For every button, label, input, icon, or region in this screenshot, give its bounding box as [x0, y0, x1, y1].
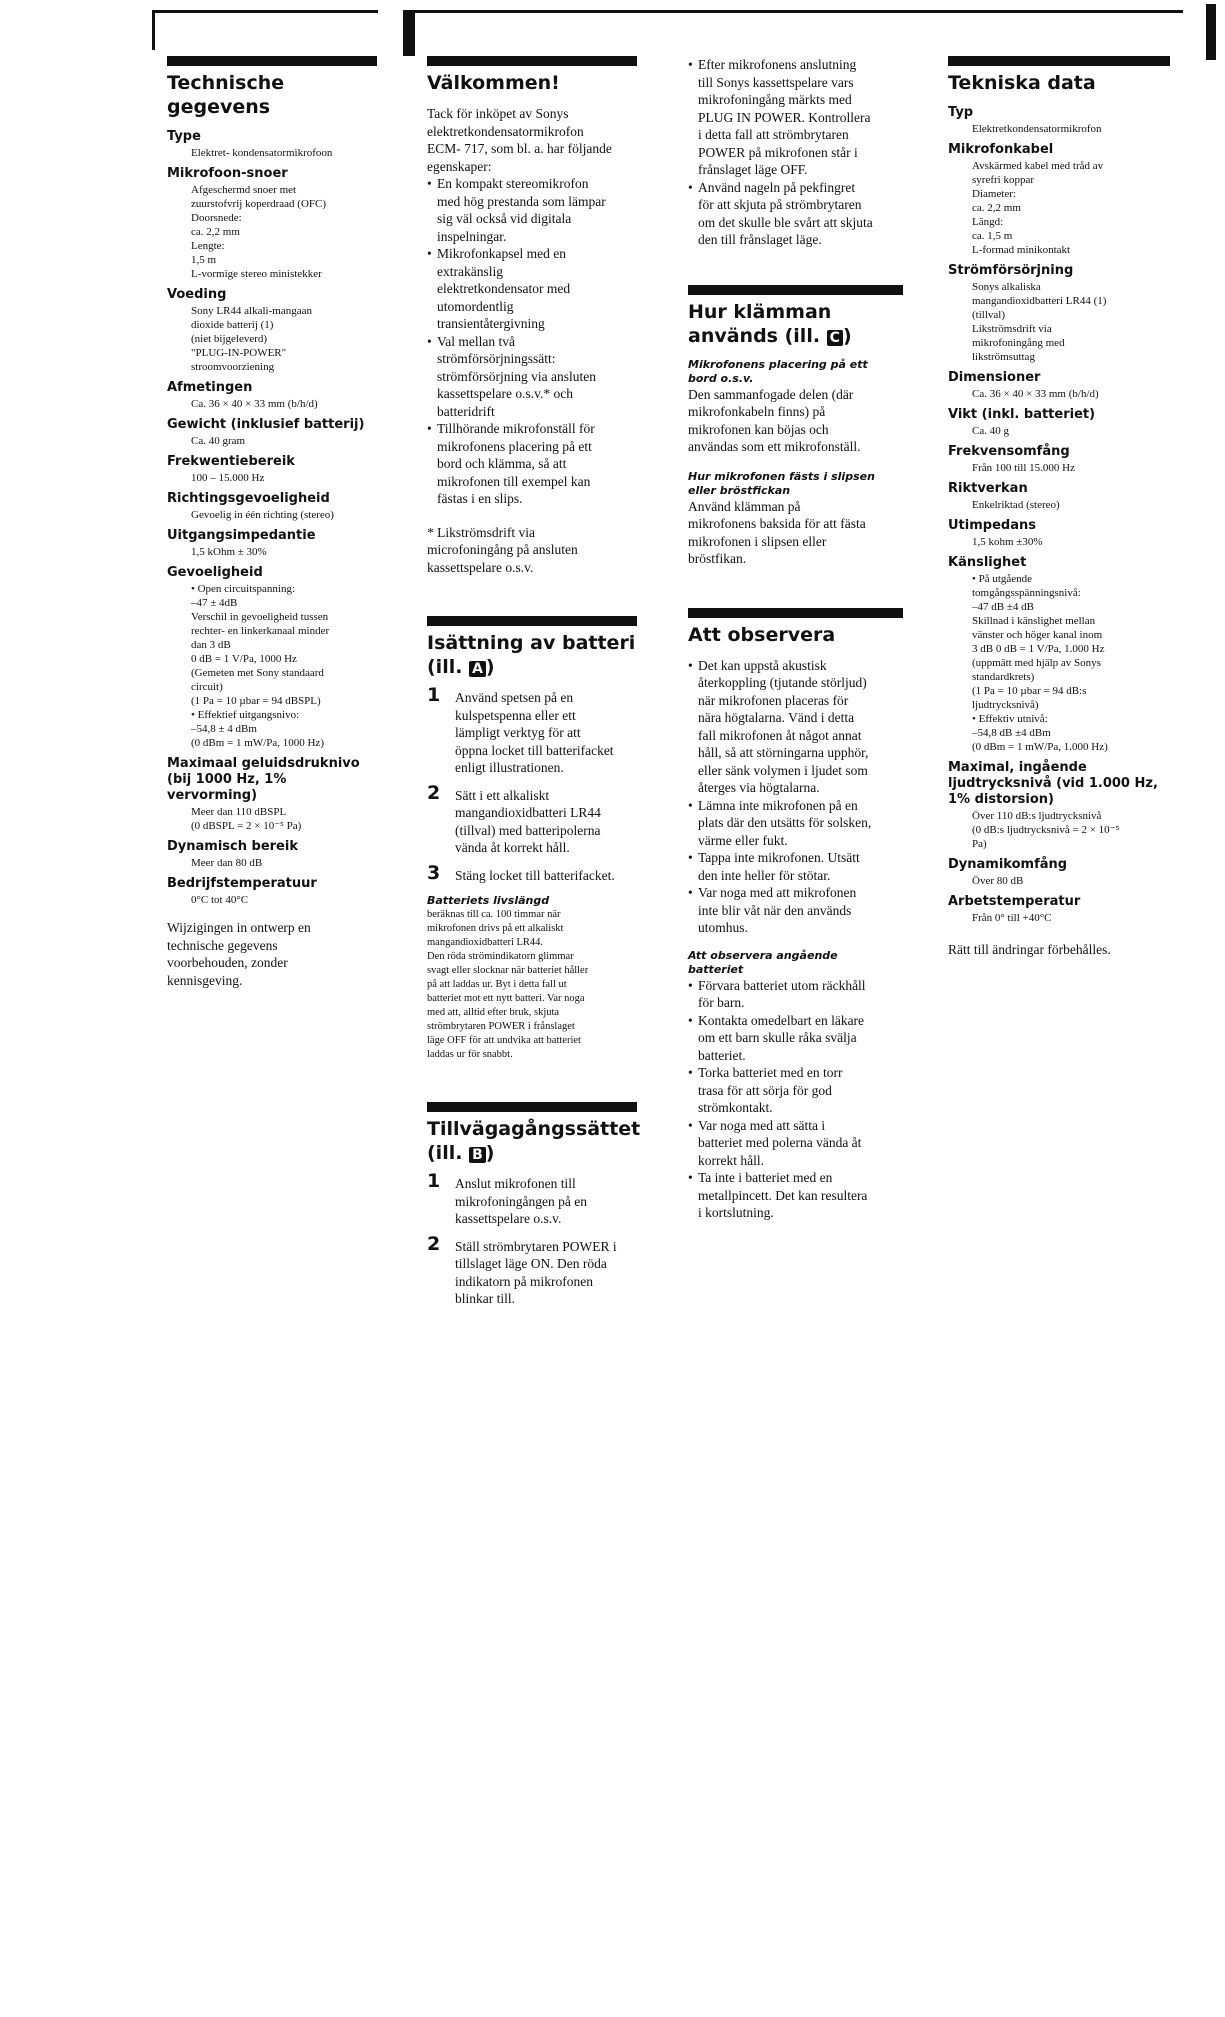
feature-list — [427, 175, 637, 508]
top-rule-right — [403, 10, 1183, 13]
spec-value: Över 80 dB — [972, 875, 1024, 887]
battery-life-text: beräknas till ca. 100 timmar när mikrofonen drivs på ett alkaliskt mangandioxidbatteri LR44. Den röda strömindikatorn glimmar svagt eller slocknar när batteriet håller på att laddas ur. Byt i detta fall ut batteriet mot ett nytt batteri. Var noga med att, alltid efter bruk, skjuta strömbrytaren POWER i frånslaget läge OFF för att undvika att batteriet laddas ur för snabbt. — [427, 909, 589, 1060]
subheading: Hur mikrofonen fästs i slipsen eller bröstfickan — [688, 469, 875, 497]
section-title: Att observera — [688, 623, 836, 646]
bullet-item: • Förvara batteriet utom räckhåll för barn. — [688, 977, 903, 1012]
step-number: 1 — [427, 1170, 441, 1192]
spec-value: Ca. 36 × 40 × 33 mm (b/h/d) — [972, 388, 1099, 400]
top-rule-left — [152, 10, 378, 13]
spec-value: • På utgående tomgångsspänningsnivå: –47 dB ±4 dB Skillnad i känslighet mellan vänster och höger kanal inom 3 dB 0 dB = 1 V/Pa, 1.000 Hz (uppmätt med hjälp av Sonys standardkrets) (1 Pa = 10 µbar = 94 dB:s ljudtrycksnivå) • Effektiv utnivå: –54,8 dB ±4 dBm (0 dBm = 1 mW/Pa, 1.000 Hz) — [972, 573, 1108, 753]
left-corner-mark — [152, 10, 155, 50]
section-bar — [688, 285, 903, 295]
paragraph: Den sammanfogade delen (där mikrofonkabeln finns) på mikrofonen kan böjas och användas som ett mikrofonställ. — [688, 386, 861, 454]
spec-heading: Arbetstemperatur — [948, 894, 1081, 909]
spec-value: Afgeschermd snoer met zuurstofvrij koperdraad (OFC) Doorsnede: ca. 2,2 mm Lengte: 1,5 m L-vormige stereo ministekker — [191, 184, 327, 280]
bullet-item: • Ta inte i batteriet med en metallpincett. Det kan resultera i kortslutning. — [688, 1169, 903, 1222]
spec-value: Över 110 dB:s ljudtrycksnivå (0 dB:s ljudtrycksnivå = 2 × 10⁻⁵ Pa) — [972, 810, 1120, 850]
bullet-item: • Det kan uppstå akustisk återkoppling (tjutande störljud) när mikrofonen placeras för nära högtalarna. Vänd i detta fall mikrofonen åt något annat håll, så att störningarna upphör, eller sänk volymen i ljudet som återges via högtalarna. — [688, 657, 903, 797]
spec-heading: Frekwentiebereik — [167, 454, 295, 469]
bullet-item: • Efter mikrofonens anslutning till Sonys kassettspelare vars mikrofoningång märkts med PLUG IN POWER. Kontrollera i detta fall att strömbrytaren POWER på mikrofonen står i frånslaget läge OFF. — [688, 56, 903, 179]
bullet-item: • Var noga med att sätta i batteriet med polerna vända åt korrekt håll. — [688, 1117, 903, 1170]
column-usage — [688, 56, 903, 1222]
spec-value: • Open circuitspanning: –47 ± 4dB Verschil in gevoeligheid tussen rechter- en linkerkanaal minder dan 3 dB 0 dB = 1 V/Pa, 1000 Hz (Gemeten met Sony standaard circuit) (1 Pa = 10 µbar = 94 dBSPL) • Effektief uitgangsnivo: –54,8 ± 4 dBm (0 dBm = 1 mW/Pa, 1000 Hz) — [191, 583, 330, 749]
bullet-item: • Lämna inte mikrofonen på en plats där den utsätts för solsken, värme eller fukt. — [688, 797, 903, 850]
spec-value: Elektret- kondensatormikrofoon — [191, 147, 333, 159]
spec-list — [948, 105, 1170, 925]
spec-heading: Vikt (inkl. batteriet) — [948, 407, 1096, 422]
spec-value: Ca. 36 × 40 × 33 mm (b/h/d) — [191, 398, 318, 410]
bullet-item: • Tappa inte mikrofonen. Utsätt den inte heller för stötar. — [688, 849, 903, 884]
section-bar — [948, 56, 1170, 66]
paragraph: Använd klämman på mikrofonens baksida för att fästa mikrofonen i slipsen eller bröstfikan. — [688, 498, 866, 566]
step-number: 2 — [427, 1232, 441, 1255]
step-text: Stäng locket till batterifacket. — [455, 867, 615, 883]
illustration-label: C — [827, 330, 843, 346]
spec-heading: Uitgangsimpedantie — [167, 528, 316, 543]
spec-heading: Känslighet — [948, 555, 1027, 570]
bullet-item: • Kontakta omedelbart en läkare om ett barn skulle råka svälja batteriet. — [688, 1012, 903, 1065]
spec-value: Enkelriktad (stereo) — [972, 499, 1060, 511]
step-number: 1 — [427, 684, 441, 706]
section-title: Technische gegevens — [167, 72, 285, 118]
section-bar — [427, 616, 637, 626]
spec-value: Ca. 40 gram — [191, 435, 246, 447]
battery-caution-list — [688, 977, 903, 1222]
section-bar — [688, 608, 903, 618]
illustration-label: B — [469, 1147, 486, 1163]
section-title: Isättning av batteri (ill. A ) — [427, 632, 636, 678]
section-bar — [167, 56, 377, 66]
subheading: Mikrofonens placering på ett bord o.s.v. — [688, 357, 868, 385]
spec-heading: Typ — [948, 105, 974, 120]
spec-heading: Mikrofonkabel — [948, 142, 1054, 157]
center-block-mark — [403, 10, 415, 56]
spec-value: 1,5 kOhm ± 30% — [191, 546, 267, 558]
section-bar — [427, 1102, 637, 1112]
step-item — [427, 1170, 637, 1228]
spec-value: Elektretkondensatormikrofon — [972, 123, 1102, 135]
bullet-item: • Var noga med att mikrofonen inte blir våt när den används utomhus. — [688, 884, 903, 937]
bullet-item: • Torka batteriet med en torr trasa för att sörja för god strömkontakt. — [688, 1064, 903, 1117]
spec-value: Meer dan 110 dBSPL (0 dBSPL = 2 × 10⁻⁵ Pa) — [191, 806, 302, 832]
bullet-item: • En kompakt stereomikrofon med hög prestanda som lämpar sig väl också vid digitala inspelningar. — [427, 175, 637, 245]
section-bar — [427, 56, 637, 66]
spec-value: Avskärmed kabel med tråd av syrefri koppar Diameter: ca. 2,2 mm Längd: ca. 1,5 m L-formad minikontakt — [972, 160, 1104, 256]
spec-value: Från 100 till 15.000 Hz — [972, 462, 1075, 474]
connection-notes — [688, 56, 903, 249]
bullet-item: • Val mellan två strömförsörjningssätt: strömförsörjning via ansluten kassettspelare o.s.v.* och batteridrift — [427, 333, 637, 421]
step-number: 3 — [427, 861, 441, 884]
section-title: Tekniska data — [948, 72, 1096, 94]
step-text: Ställ strömbrytaren POWER i tillslaget läge ON. Den röda indikatorn på mikrofonen blinkar till. — [455, 1238, 617, 1306]
section-title: Välkommen! — [427, 72, 560, 94]
section-title: Tillvägagångssättet (ill. B ) — [427, 1118, 641, 1164]
spec-value: Sony LR44 alkali-mangaan dioxide batterij (1) (niet bijgeleverd) "PLUG-IN-POWER" stroomvoorziening — [191, 305, 312, 373]
spec-heading: Bedrijfstemperatuur — [167, 876, 317, 891]
spec-value: Gevoelig in één richting (stereo) — [191, 509, 334, 521]
column-dutch-specs — [167, 56, 377, 989]
caution-list — [688, 657, 903, 937]
spec-heading: Dynamikomfång — [948, 857, 1068, 872]
spec-value: 1,5 kohm ±30% — [972, 536, 1043, 548]
step-list — [427, 684, 637, 884]
footer-note: Rätt till ändringar förbehålles. — [948, 942, 1111, 957]
spec-heading: Dimensioner — [948, 370, 1041, 385]
step-text: Använd spetsen på en kulspetspenna eller ett lämpligt verktyg för att öppna locket till batterifacket enligt illustrationen. — [455, 690, 614, 775]
illustration-label: A — [469, 661, 486, 677]
spec-heading: Frekvensomfång — [948, 444, 1070, 459]
bullet-item: • Mikrofonkapsel med en extrakänslig elektretkondensator med utomordentlig transientåtergivning — [427, 245, 637, 333]
step-item — [427, 781, 637, 857]
step-item — [427, 861, 637, 885]
footnote: * Likströmsdrift via microfoningång på ansluten kassettspelare o.s.v. — [427, 524, 578, 575]
spec-heading: Voeding — [167, 287, 227, 302]
step-list — [427, 1170, 637, 1308]
spec-value: Från 0° till +40°C — [972, 912, 1052, 924]
spec-heading: Strömförsörjning — [948, 263, 1074, 278]
bullet-item: • Använd nageln på pekfingret för att skjuta på strömbrytaren om det skulle ble svårt att skjuta den till frånslaget läge. — [688, 179, 903, 249]
spec-heading: Maximal, ingående ljudtrycksnivå (vid 1.000 Hz, 1% distorsion) — [948, 760, 1158, 807]
right-edge-mark — [1206, 4, 1216, 60]
section-title: Hur klämman används (ill. C ) — [688, 300, 852, 347]
spec-heading: Afmetingen — [167, 380, 253, 395]
spec-heading: Type — [167, 129, 201, 144]
step-number: 2 — [427, 781, 441, 804]
spec-heading: Maximaal geluidsdruknivo (bij 1000 Hz, 1% vervorming) — [167, 756, 360, 803]
spec-heading: Gewicht (inklusief batterij) — [167, 417, 365, 432]
step-item — [427, 684, 637, 777]
spec-value: Sonys alkaliska mangandioxidbatteri LR44 (1) (tillval) Likströmsdrift via mikrofoningång med likströmsuttag — [972, 281, 1107, 363]
spec-value: 0°C tot 40°C — [191, 894, 249, 906]
spec-heading: Utimpedans — [948, 518, 1036, 533]
subheading: Batteriets livslängd — [427, 894, 550, 907]
subheading: Att observera angående batteriet — [688, 948, 838, 976]
column-welcome — [427, 56, 641, 1318]
bullet-item: • Tillhörande mikrofonställ för mikrofonens placering på ett bord och klämma, så att mikrofonen till exempel kan fästas i en slips. — [427, 420, 637, 508]
spec-heading: Dynamisch bereik — [167, 839, 298, 854]
spec-value: Meer dan 80 dB — [191, 857, 263, 869]
spec-value: Ca. 40 g — [972, 425, 1009, 437]
footer-note: Wijzigingen in ontwerp en technische gegevens voorbehouden, zonder kennisgeving. — [167, 920, 311, 988]
spec-heading: Mikrofoon-snoer — [167, 166, 288, 181]
spec-heading: Gevoeligheid — [167, 565, 263, 580]
intro-text: Tack för inköpet av Sonys elektretkondensatormikrofon ECM- 717, som bl. a. har följande egenskaper: — [427, 106, 612, 174]
column-swedish-specs — [948, 56, 1170, 959]
spec-list — [167, 129, 377, 907]
spec-heading: Riktverkan — [948, 481, 1028, 496]
spec-heading: Richtingsgevoeligheid — [167, 491, 330, 506]
step-text: Sätt i ett alkaliskt mangandioxidbatteri LR44 (tillval) med batteripolerna vända åt korrekt håll. — [455, 787, 601, 855]
spec-value: 100 – 15.000 Hz — [191, 472, 265, 484]
step-text: Anslut mikrofonen till mikrofoningången på en kassettspelare o.s.v. — [455, 1176, 587, 1226]
step-item — [427, 1232, 637, 1308]
